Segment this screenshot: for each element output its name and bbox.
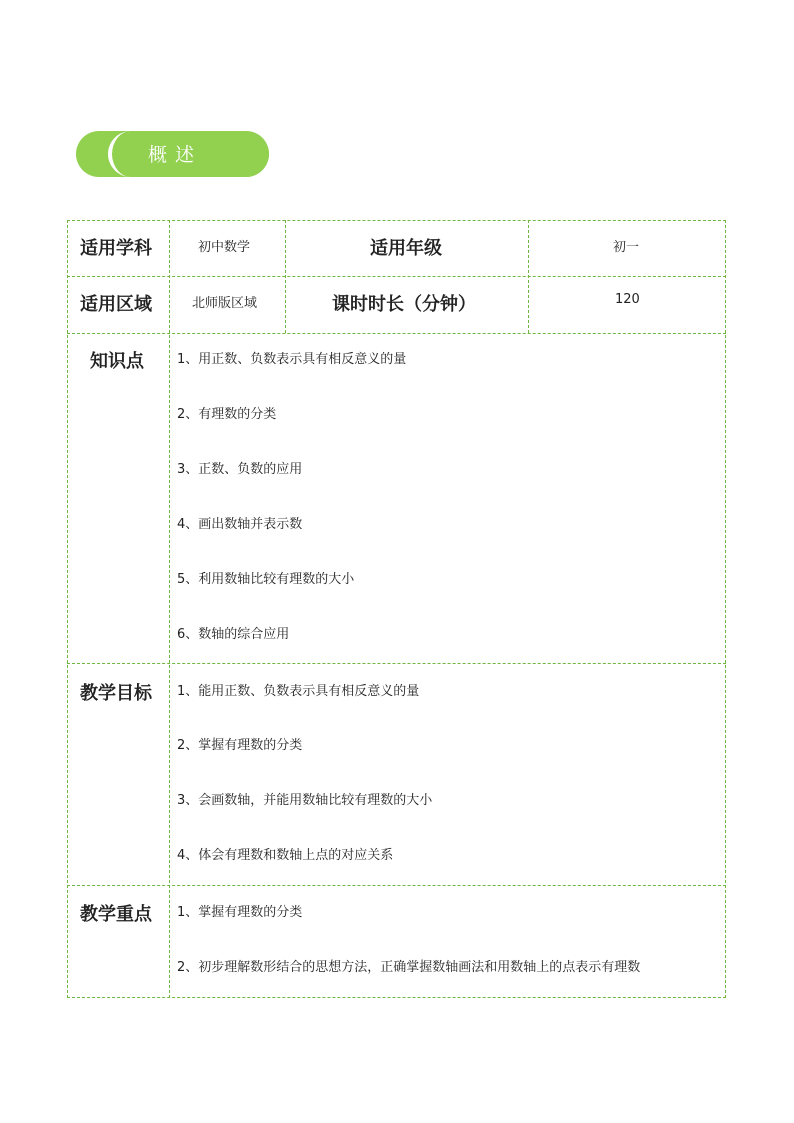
region-label: 适用区域	[80, 294, 152, 315]
col-divider	[528, 220, 529, 333]
grade-value: 初一	[613, 240, 640, 255]
list-item: 4、画出数轴并表示数	[177, 517, 303, 532]
list-item: 5、利用数轴比较有理数的大小	[177, 572, 355, 587]
list-item: 3、会画数轴，并能用数轴比较有理数的大小	[177, 793, 433, 808]
list-item: 2、初步理解数形结合的思想方法，正确掌握数轴画法和用数轴上的点表示有理数	[177, 960, 641, 975]
list-item: 4、体会有理数和数轴上点的对应关系	[177, 848, 394, 863]
row-divider	[67, 276, 726, 277]
duration-label: 课时时长（分钟）	[332, 294, 476, 315]
overview-table	[67, 220, 726, 998]
list-item: 2、有理数的分类	[177, 407, 277, 422]
subject-value: 初中数学	[198, 240, 251, 255]
list-item: 1、能用正数、负数表示具有相反意义的量	[177, 684, 420, 699]
list-item: 1、用正数、负数表示具有相反意义的量	[177, 352, 407, 367]
keypoints-label: 教学重点	[80, 904, 152, 925]
list-item: 1、掌握有理数的分类	[177, 905, 303, 920]
knowledge-label: 知识点	[90, 351, 144, 372]
goals-label: 教学目标	[80, 683, 152, 704]
col-divider	[169, 220, 170, 998]
col-divider	[285, 220, 286, 333]
list-item: 2、掌握有理数的分类	[177, 738, 303, 753]
list-item: 3、正数、负数的应用	[177, 462, 303, 477]
row-divider	[67, 885, 726, 886]
duration-value: 120	[615, 292, 640, 307]
section-title: 概述	[148, 144, 203, 166]
region-value: 北师版区域	[192, 296, 258, 311]
row-divider	[67, 663, 726, 664]
subject-label: 适用学科	[80, 238, 152, 259]
grade-label: 适用年级	[370, 238, 442, 259]
row-divider	[67, 333, 726, 334]
list-item: 6、数轴的综合应用	[177, 627, 290, 642]
